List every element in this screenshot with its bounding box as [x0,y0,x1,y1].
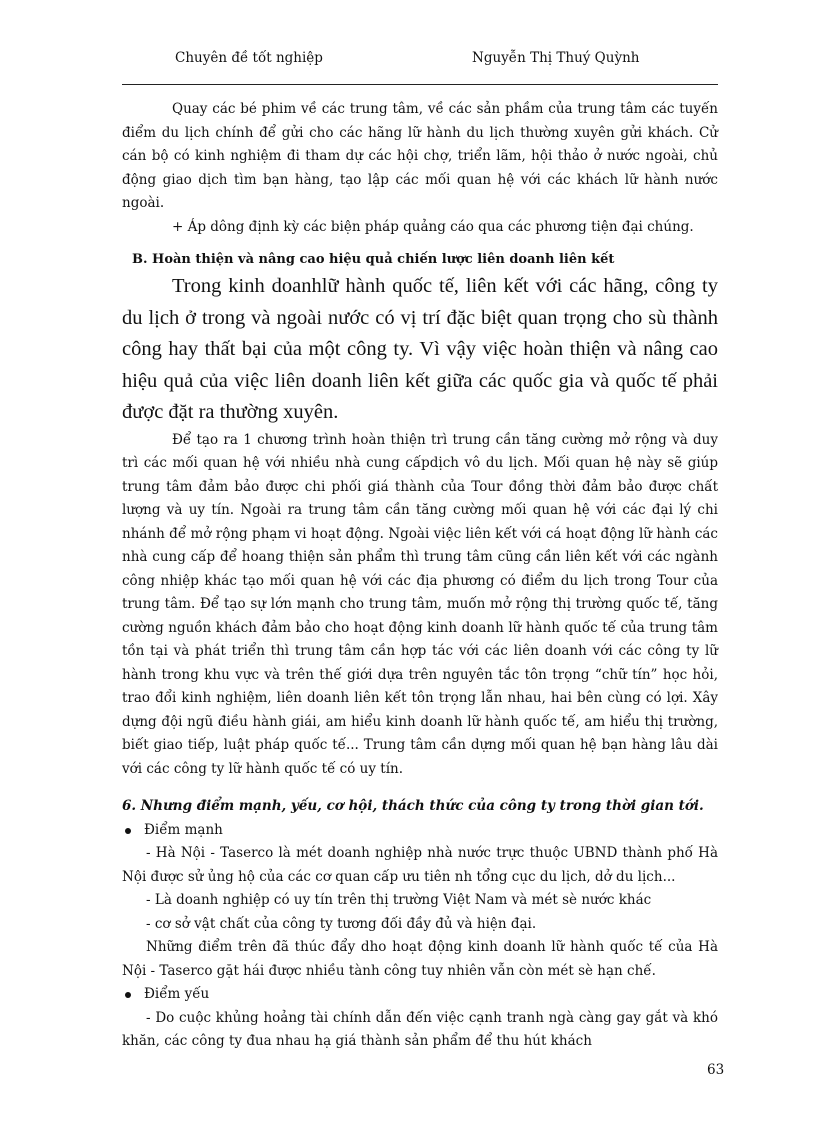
bullet-icon [125,992,131,998]
paragraph-promotion: Quay các bé phim về các trung tâm, về các sản phầm của trung tâm các tuyến điểm du lịch chính để gửi cho các hãng lữ hành du lịch thường xuyên gửi khách. Cử cán bộ có kinh nghiệm đi tham dự các hội chợ, triển lãm, hội thảo ở nước ngoài, chủ động giao dịch tìm bạn hàng, tạo lập các mối quan hệ với các khách lữ hành nước ngoài. [122,101,718,211]
paragraph-advertising: + Áp dông định kỳ các biện pháp quảng cáo qua các phương tiện đại chúng. [172,218,694,235]
strength-item: - cơ sở vật chất của công ty tương đối đầy đủ và hiện đại. [146,915,537,932]
strength-item: - Hà Nội - Taserco là mét doanh nghiệp nhà nước trực thuộc UBND thành phố Hà Nội được sử ủng hộ của các cơ quan cấp ưu tiên nh tổng cục du lịch, dở du lịch... [122,845,718,885]
bullet-label: Điểm yếu [144,986,210,1002]
strength-item: - Là doanh nghiệp có uy tín trên thị trường Việt Nam và mét sè nước khác [146,892,652,908]
bullet-strengths [122,819,718,843]
bullet-icon [125,828,131,834]
header-title: Chuyên đề tốt nghiệp [175,50,323,66]
section-heading-6: 6. Nhưng điểm mạnh, yếu, cơ hội, thách thức của công ty trong thời gian tới. [122,798,704,814]
paragraph-summary: Những điểm trên đã thúc đẩy dho hoạt động kinh doanh lữ hành quốc tế của Hà Nội - Taserco gặt hái được nhiều tành công tuy nhiên vẫn còn mét sè hạn chế. [122,939,718,979]
bullet-weaknesses [122,983,718,1007]
page-body [122,98,718,1054]
header-author: Nguyễn Thị Thuý Quỳnh [472,50,640,66]
paragraph-large-intro: Trong kinh doanhlữ hành quốc tế, liên kết với các hãng, công ty du lịch ở trong và ngoài nước có vị trí đặc biệt quan trọng cho sù thành công hay thất bại của một công ty. Vì vậy việc hoàn thiện và nâng cao hiệu quả của việc liên doanh liên kết giữa các quốc gia và quốc tế phải được đặt ra thường xuyên. [122,275,718,423]
header-rule [122,84,718,85]
page-number: 63 [707,1062,725,1078]
section-heading-b: B. Hoàn thiện và nâng cao hiệu quả chiến lược liên doanh liên kết [132,252,615,267]
paragraph-partnership: Để tạo ra 1 chương trình hoàn thiện trì trung cần tăng cường mở rộng và duy trì các mối quan hệ với nhiều nhà cung cấpdịch vô du lịch. Mối quan hệ này sẽ giúp trung tâm đảm bảo được chi phối giá thành của Tour đồng thời đảm bảo được chất lượng và uy tín. Ngoài ra trung tâm cần tăng cường mối quan hệ với các đại lý chi nhánh để mở rộng phạm vi hoạt động. Ngoài việc liên kết với cá hoạt động lữ hành các nhà cung cấp để hoang thiện sản phẩm thì trung tâm cũng cần liên kết với các ngành công nhiệp khác tạo mối quan hệ với các địa phương có điểm du lịch trong Tour của trung tâm. Để tạo sự lớn mạnh cho trung tâm, muốn mở rộng thị trường quốc tế, tăng cường nguồn khách đảm bảo cho hoạt động kinh doanh lữ hành quốc tế của trung tâm tồn tại và phát triển thì trung tâm cần hợp tác với các liên doanh với các công ty lữ hành trong khu vực và trên thế giới dựa trên nguyên tắc tôn trọng “chữ tín” học hỏi, trao đổi kinh nghiệm, liên doanh liên kết tôn trọng lẫn nhau, hai bên cùng có lợi. Xây dựng đội ngũ điều hành giái, am hiểu kinh doanh lữ hành quốc tế, am hiểu thị trường, biết giao tiếp, luật pháp quốc tế... Trung tâm cần dựng mối quan hệ bạn hàng lâu dài với các công ty lữ hành quốc tế có uy tín. [122,431,718,777]
weakness-item: - Do cuộc khủng hoảng tài chính dẫn đến việc cạnh tranh ngà càng gay gắt và khó khăn, các công ty đua nhau hạ giá thành sản phẩm để thu hút khách [122,1009,718,1049]
bullet-label: Điểm mạnh [144,821,223,838]
